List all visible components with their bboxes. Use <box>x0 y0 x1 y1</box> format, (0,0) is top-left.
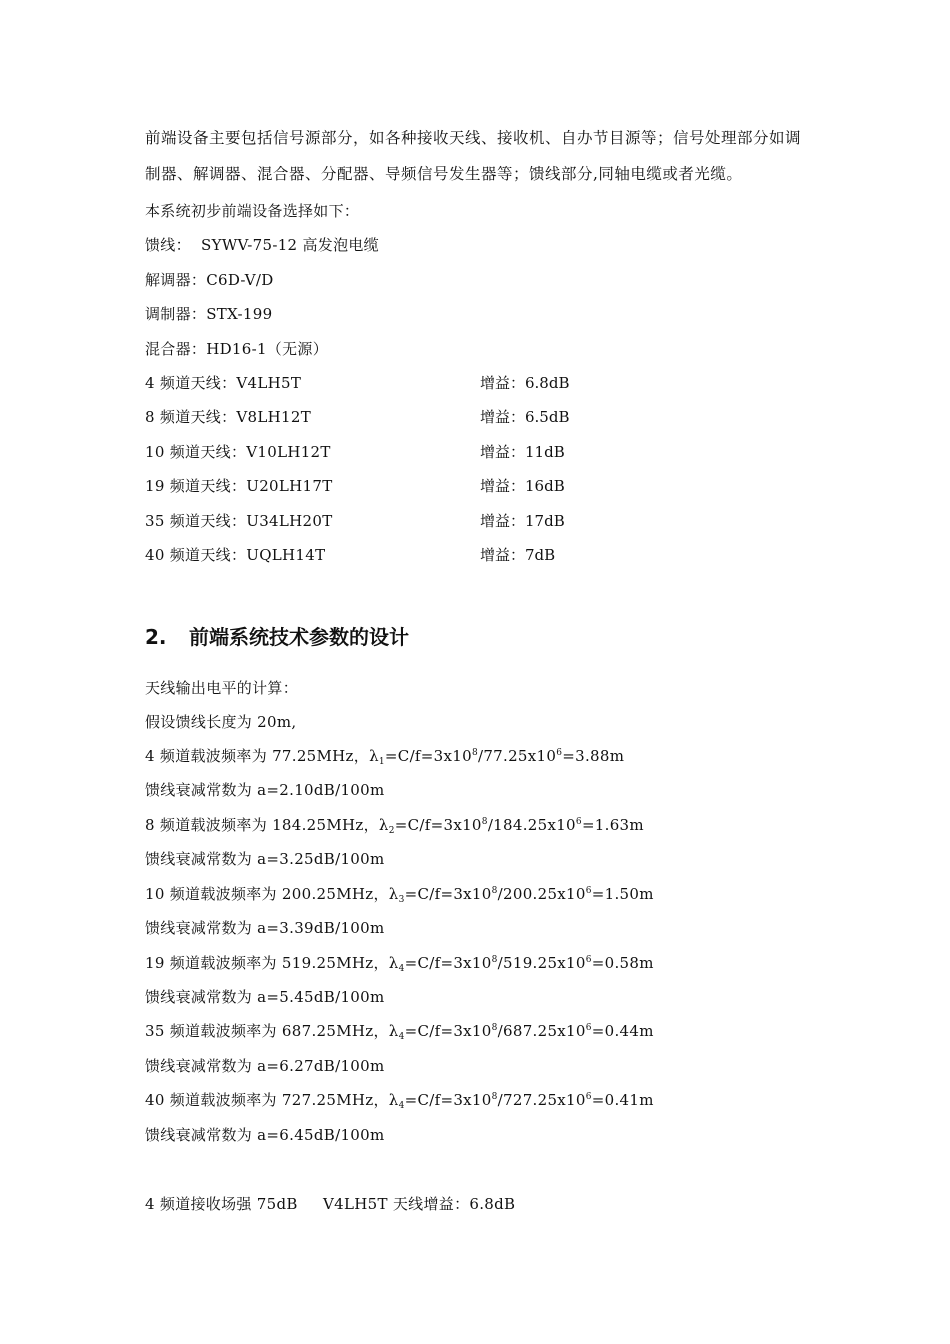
mixer-line: 混合器：HD16-1（无源） <box>145 340 329 358</box>
antenna-name: 35 频道天线：U34LH20T <box>145 512 333 530</box>
feeder-line: 馈线： SYWV-75-12 高发泡电缆 <box>145 236 379 254</box>
channel-formula-line: 10 频道载波频率为 200.25MHz，$\lambda_3=C/f=3x10^8/200.25x10^6=1.50m$ <box>145 885 654 905</box>
antenna-gain: 增益：16dB <box>480 477 565 495</box>
field-strength-line: 4 频道接收场强 75dB V4LH5T 天线增益：6.8dB <box>145 1195 516 1213</box>
antenna-name: 10 频道天线：V10LH12T <box>145 443 331 461</box>
attenuation-line: 馈线衰减常数为 a=5.45dB/100m <box>145 988 385 1006</box>
antenna-gain: 增益：6.5dB <box>480 408 570 426</box>
attenuation-line: 馈线衰减常数为 a=3.25dB/100m <box>145 850 385 868</box>
channel-formula-line: 8 频道载波频率为 184.25MHz，$\lambda_2=C/f=3x10^8/184.25x10^6=1.63m$ <box>145 816 644 836</box>
antenna-name: 19 频道天线：U20LH17T <box>145 477 333 495</box>
channel-formula-line: 40 频道载波频率为 727.25MHz，$\lambda_4=C/f=3x10^8/727.25x10^6=0.41m$ <box>145 1091 654 1111</box>
demodulator-line: 解调器：C6D-V/D <box>145 271 274 289</box>
antenna-gain: 增益：7dB <box>480 546 556 564</box>
attenuation-line: 馈线衰减常数为 a=2.10dB/100m <box>145 781 385 799</box>
selection-intro: 本系统初步前端设备选择如下： <box>145 202 360 220</box>
modulator-line: 调制器：STX-199 <box>145 305 273 323</box>
attenuation-line: 馈线衰减常数为 a=6.27dB/100m <box>145 1057 385 1075</box>
intro-paragraph: 前端设备主要包括信号源部分，如各种接收天线、接收机、自办节目源等；信号处理部分如调制器、解调器、混合器、分配器、导频信号发生器等；馈线部分,同轴电缆或者光缆。 <box>145 129 802 183</box>
section-number: 2. <box>145 625 167 649</box>
antenna-gain: 增益：17dB <box>480 512 565 530</box>
section-heading <box>145 623 409 651</box>
antenna-name: 4 频道天线：V4LH5T <box>145 374 302 392</box>
antenna-gain: 增益：11dB <box>480 443 565 461</box>
antenna-gain: 增益：6.8dB <box>480 374 570 392</box>
antenna-name: 40 频道天线：UQLH14T <box>145 546 326 564</box>
attenuation-line: 馈线衰减常数为 a=6.45dB/100m <box>145 1126 385 1144</box>
antenna-name: 8 频道天线：V8LH12T <box>145 408 312 426</box>
channel-formula-line: 4 频道载波频率为 77.25MHz，$\lambda_1=C/f=3x10^8/77.25x10^6=3.88m$ <box>145 747 625 767</box>
calc-title: 天线输出电平的计算： <box>145 679 299 697</box>
attenuation-line: 馈线衰减常数为 a=3.39dB/100m <box>145 919 385 937</box>
section-title: 前端系统技术参数的设计 <box>189 625 409 649</box>
channel-formula-line: 35 频道载波频率为 687.25MHz，$\lambda_4=C/f=3x10^8/687.25x10^6=0.44m$ <box>145 1022 654 1042</box>
calc-assumption: 假设馈线长度为 20m, <box>145 713 297 731</box>
channel-formula-line: 19 频道载波频率为 519.25MHz，$\lambda_4=C/f=3x10^8/519.25x10^6=0.58m$ <box>145 954 654 974</box>
